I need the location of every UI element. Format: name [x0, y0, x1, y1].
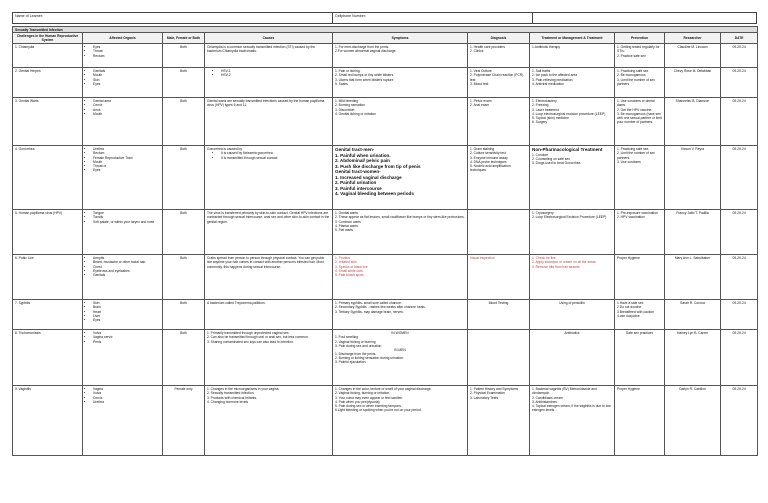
prevention — [615, 386, 665, 456]
treatment — [530, 146, 615, 210]
col-sex: Male, Female or Both — [163, 33, 205, 44]
organ-item: • Armpits — [93, 256, 160, 260]
diagnosis-item: Visual inspection — [470, 256, 495, 261]
organ-list — [85, 387, 160, 403]
prevention-item: 3. Use condoms — [617, 159, 641, 164]
symptoms — [333, 255, 468, 300]
organ-item: • Tonsils — [93, 215, 160, 219]
prevention-item: 2. Practice safe sex — [617, 53, 646, 58]
prevention — [615, 98, 665, 146]
symptom-item: 3. Push like discharge from tip of penis — [335, 163, 421, 169]
treatment-item: 1. Check for lice — [532, 256, 556, 261]
diagnosis — [468, 386, 530, 456]
causes-text: Genital warts are sexually transmitted infections caused by the human papilloma virus (HPV) types 6 and 11. — [207, 99, 325, 108]
treatment-item: 3. Laser treatment — [532, 107, 559, 112]
symptom-item: 5. Pale bluish spots — [335, 272, 364, 277]
organ-item: • Throat or — [93, 164, 160, 168]
sex-value: Both — [163, 68, 205, 98]
prevention-item: 2. HPV vaccination — [617, 215, 645, 220]
treatment-item: Using of penicillin — [559, 301, 585, 306]
table-row — [13, 330, 758, 386]
diagnosis — [468, 330, 530, 386]
organ-item: • Liver — [93, 314, 160, 318]
diagnosis-item: 2. Culture sensitivity test — [470, 151, 506, 156]
sex-value: Both — [163, 255, 205, 300]
table-row — [13, 300, 758, 330]
challenge-name: 1. Chlamydia — [13, 44, 83, 68]
treatment-item: 1. Bacterial vaginitis (BV) Metronidazole and clindamycin. — [532, 387, 597, 396]
organ-list — [85, 256, 160, 277]
treatment — [530, 210, 615, 255]
researcher: Francy Jabb T. Padilla — [665, 210, 721, 255]
causes-text: Crabs spread from person to person through physical contact. You can get pubic lice anytime your hair comes in contact with another person's infested hair. Most commonly, this happens during sexual intercourse. — [207, 256, 325, 269]
organ-item: • Chest — [93, 265, 160, 269]
prevention — [615, 255, 665, 300]
diagnosis — [468, 68, 530, 98]
diagnosis-item: 3. Blood test — [470, 81, 489, 86]
symptoms — [333, 386, 468, 456]
date: 09-20-24 — [721, 44, 758, 68]
diagnosis — [468, 255, 530, 300]
researcher: Chevy Rose M. Delabban — [665, 68, 721, 98]
symptom-item: 3. Discomfort — [335, 107, 355, 112]
diagnosis-item: 1. Viral Culture — [470, 69, 492, 74]
treatment-item: 2. Freezing — [532, 103, 549, 108]
prevention-item: 2. Limit the number of sex partners. — [617, 151, 655, 160]
diagnosis — [468, 146, 530, 210]
prevention — [615, 210, 665, 255]
organ-item: • Vulva — [93, 391, 160, 395]
challenge-name: 4. Gonorrhea — [13, 146, 83, 210]
symptom-item: 2. Burning or itching sensation during urination. — [335, 355, 404, 360]
organ-item: • Vagina cervix — [93, 335, 160, 339]
affected-organs — [83, 68, 163, 98]
treatment-item: 2. Counseling on safe sex — [532, 156, 570, 161]
symptom-item: 1. Genital warts — [335, 211, 358, 216]
prevention-item: 2. Be monogamous — [617, 73, 646, 78]
cause-item: • It is transmitted through sexual contact — [221, 156, 330, 160]
header-row — [13, 33, 758, 44]
treatment-item: Antibiotics — [564, 331, 580, 336]
diagnosis — [468, 300, 530, 330]
cause-item: 3. Products with chemical irritants. — [207, 395, 258, 400]
researcher: Darlyn R. Cabillon — [665, 386, 721, 456]
symptom-item: 3. Ulcers that form when blisters rupture — [335, 77, 394, 82]
organ-item: • Tongue — [93, 211, 160, 215]
col-researcher: Researcher — [665, 33, 721, 44]
blank-cell — [533, 13, 537, 23]
organ-item: • Eyes — [93, 318, 160, 322]
col-challenges: Challenges in the Human Reproductive System — [13, 33, 83, 44]
prevention — [615, 44, 665, 68]
treatment-item: 3. Remove nits from hair strands — [532, 264, 580, 269]
diagnosis — [468, 44, 530, 68]
prevention-item: 4.use doxycline — [617, 313, 640, 318]
cause-item: • HSV-2 — [221, 73, 330, 77]
treatment — [530, 386, 615, 456]
sex-value: Female only — [163, 386, 205, 456]
symptom-item: 1. Painful when urination. — [335, 152, 391, 158]
organ-item: • Genitals — [93, 273, 160, 277]
causes — [205, 44, 333, 68]
symptom-item: 3. Specks of black lice — [335, 264, 368, 269]
diagnosis — [468, 210, 530, 255]
treatment-item: 6. Surgery — [532, 119, 548, 124]
symptom-item: 1. For men-discharge from the penis. — [335, 45, 390, 50]
symptom-item: 4. Small white dots — [335, 268, 363, 273]
name-of-learner-field[interactable]: Name of Learner: — [13, 13, 333, 23]
symptom-item: 1. Increased vaginal discharge — [335, 174, 402, 180]
diagnosis-item: 2. Polymerase Chain reaction (PCR) test — [470, 73, 524, 82]
affected-organs — [83, 44, 163, 68]
col-date: DATE — [721, 33, 758, 44]
prevention-item: 2.Do not douche — [617, 305, 642, 310]
causes — [205, 386, 333, 456]
diagnosis-item: 1. Health care providers — [470, 45, 506, 50]
symptom-item: 1. Discharge from the penis. — [335, 351, 377, 356]
symptom-item: 2. Abdominal/ pelvic pain — [335, 158, 390, 164]
symptom-item: 5. Flat warts — [335, 227, 353, 232]
treatment — [530, 255, 615, 300]
challenge-name: 2. Genital Herpes — [13, 68, 83, 98]
symptom-item: 1. Changes in the color, texture or smell of your vaginal discharge. — [335, 387, 432, 392]
causes-text: A bacterium called Treponema pallidum. — [207, 301, 266, 306]
table-row — [13, 44, 758, 68]
organ-item: • Vulva — [93, 331, 160, 335]
organ-item: • Genitals — [93, 69, 160, 73]
symptom-item: 5. Scabs — [335, 81, 348, 86]
symptom-item: 1. Primary syphilis- small sore called chancre. — [335, 301, 402, 306]
organ-list — [85, 211, 160, 223]
date: 09-20-24 — [721, 98, 758, 146]
symptom-heading: Genital tract-men- — [335, 147, 375, 153]
treatment-item: 1. Cryosurgery — [532, 211, 554, 216]
symptom-item: 4. Plantar warts — [335, 223, 358, 228]
prevention-item: Safe sex practices — [626, 331, 653, 336]
table-row — [13, 255, 758, 300]
treatment-item: 5. Topical (skin) medicine — [532, 115, 569, 120]
diagnosis-item: 1. Pelvic exam — [470, 99, 492, 104]
treatment-item: 2. Apply shampoo or cream on all the areas. — [532, 260, 597, 265]
organ-item: • Mouth — [93, 112, 160, 116]
affected-organs — [83, 330, 163, 386]
sex-value: Both — [163, 98, 205, 146]
col-diagnosis: Diagnosis — [468, 33, 530, 44]
organ-item: • Soft palate, or within your larynx and nose — [93, 220, 160, 224]
causes-intro: Gonorrhea is caused by — [207, 147, 243, 152]
date: 09-20-24 — [721, 210, 758, 255]
cause-item: 1. Changes in the microorganisms in your vagina. — [207, 387, 280, 392]
challenge-name: 7. Syphilis — [13, 300, 83, 330]
sti-table — [12, 26, 758, 456]
organ-item: • Beard, mustache or other facial hair. — [93, 260, 160, 264]
sex-value: Both — [163, 44, 205, 68]
treatment-item: 4. Antiviral medication — [532, 81, 565, 86]
col-symptoms: Symptoms — [333, 33, 468, 44]
organ-item: • Female Reproductive Tract — [93, 156, 160, 160]
symptoms — [333, 146, 468, 210]
organ-list — [85, 45, 160, 57]
date: 09-20-24 — [721, 330, 758, 386]
organ-item: • Mouth — [93, 73, 160, 77]
diagnosis-item: 3. Enzyme immune assay — [470, 155, 508, 160]
affected-organs — [83, 146, 163, 210]
symptoms — [333, 44, 468, 68]
treatment — [530, 330, 615, 386]
cause-item: 2. Can also be transmitted through oral or anal sex, but less common. — [207, 335, 309, 340]
table-row — [13, 386, 758, 456]
symptom-item: 3. Pain during sex and urination — [335, 343, 382, 348]
treatment-item: 3. Drugs used to treat Gonorrhea — [532, 161, 581, 166]
diagnosis-item: 4. DNA probe techniques — [470, 159, 507, 164]
prevention — [615, 68, 665, 98]
treatment — [530, 300, 615, 330]
col-treatment: Treatment or Management & Treatment — [530, 33, 615, 44]
treatment-item: 4. Topical estrogen cream, if the vaginitis is due to low estrogen levels. — [532, 403, 611, 412]
prevention — [615, 146, 665, 210]
symptom-item: 2. Vaginal itching or burning — [335, 339, 376, 344]
cause-item: 1. Primarily transmitted through unprotected vaginal sex. — [207, 331, 290, 336]
treatment — [530, 98, 615, 146]
challenge-name: 8. Trichomoniasis — [13, 330, 83, 386]
symptom-item: 3. Painful ejaculation. — [335, 360, 367, 365]
organ-item: • Rectum — [93, 151, 160, 155]
table-row — [13, 146, 758, 210]
organ-list — [85, 331, 160, 343]
treatment-item: 1. Salt baths — [532, 69, 551, 74]
symptom-item: 5. Pain during sex or when inserting tampons. — [335, 403, 402, 408]
cause-item: • It is caused by Neisseria gonorrhea — [221, 151, 330, 155]
symptom-item: 2. Painful urination — [335, 180, 377, 186]
treatment-item: 3. Antihistamines — [532, 399, 557, 404]
causes — [205, 68, 333, 98]
diagnosis-item: 2. Clinics — [470, 49, 484, 54]
table-body — [13, 44, 758, 456]
section-title: Sexually Transmitted Infection — [13, 27, 758, 33]
organ-item: • Penis — [93, 340, 160, 344]
prevention-item: 1.Have a safe sex — [617, 301, 644, 306]
symptoms — [333, 68, 468, 98]
symptom-item: 4. Genital itching or irritation — [335, 111, 377, 116]
cellphone-number-field[interactable]: Cellphone Number: — [333, 13, 533, 23]
date: 09-20-24 — [721, 300, 758, 330]
symptom-item: 1. Mild bleeding — [335, 99, 359, 104]
causes-list — [207, 151, 330, 159]
table-row — [13, 210, 758, 255]
learner-info-row — [12, 12, 757, 24]
treatment-heading: Non-Pharmacological Treatment — [532, 147, 603, 153]
causes — [205, 330, 333, 386]
treatment-item: 2. Candidiasis cream — [532, 395, 563, 400]
prevention-item: 3. Be monogamous (have sex with one sexual partner or limit your number of partners. — [617, 111, 662, 124]
organ-item: • Eyes — [93, 82, 160, 86]
organ-item: • Eyes — [93, 168, 160, 172]
col-prevention: Prevention — [615, 33, 665, 44]
treatment-item: 2. Loop Electrosurgical Excision Procedure (LEEP) — [532, 215, 607, 220]
causes-text: The virus is transferred primarily by skin-to-skin contact. Genital HPV infections are contracted through sexual intercourse, anal sex and other skin-to-skin contact in the genital region. — [207, 211, 330, 224]
symptom-item: 1. Foul smelling — [335, 335, 359, 340]
sex-value: Both — [163, 210, 205, 255]
researcher: Claudine M. Lincaon — [665, 44, 721, 68]
prevention-item: 1. Getting tested regularly for STIs. — [617, 45, 660, 54]
organ-item: • Cervix — [93, 103, 160, 107]
treatment-item: 1.Antibiotic therapy — [532, 45, 561, 50]
organ-list — [85, 99, 160, 115]
prevention — [615, 300, 665, 330]
symptom-heading: Genital tract-women- — [335, 169, 381, 175]
symptoms — [333, 330, 468, 386]
symptom-item: 2. Irritated skin — [335, 260, 357, 265]
col-causes: Causes — [205, 33, 333, 44]
diagnosis-item: 1. Patient History and Symptoms — [470, 387, 519, 392]
organ-item: • Brain — [93, 305, 160, 309]
symptom-item: 4. Pain when you pee(dysuria). — [335, 399, 381, 404]
researcher: Shanneleu B. Diamzon — [665, 98, 721, 146]
diagnosis-item: 3. Laboratory Tests — [470, 395, 498, 400]
symptom-item: 1. Pruritus — [335, 256, 351, 261]
causes-text: Chlamydia is a common sexually transmitted infection (STI) caused by the bacterium Chlamydia trachomatis. — [207, 45, 316, 54]
treatment-item: 1. Condom — [532, 152, 549, 157]
sex-value: Both — [163, 300, 205, 330]
date: 09-20-24 — [721, 68, 758, 98]
affected-organs — [83, 255, 163, 300]
diagnosis-item: 2. Physical Examination — [470, 391, 506, 396]
symptom-item: 3. Your vulva may even appear or feel swollen. — [335, 395, 404, 400]
affected-organs — [83, 386, 163, 456]
causes — [205, 255, 333, 300]
diagnosis-item: 5. Nucleic acid amplification techniques — [470, 163, 511, 172]
cause-item: 4. Changing hormone levels — [207, 399, 249, 404]
organ-item: • Mouth — [93, 160, 160, 164]
symptom-item: 2. Burning sensation — [335, 103, 366, 108]
organ-item: • Anus — [93, 108, 160, 112]
symptom-item: 2.For women abnormal vaginal discharge. — [335, 49, 397, 54]
symptom-group-label: IN WOMEN — [391, 331, 409, 336]
symptom-item: 1. Pain or itching. — [335, 69, 361, 74]
organ-item: • Throat — [93, 49, 160, 53]
challenge-name: 9. Vaginitis — [13, 386, 83, 456]
researcher: Vicson V. Reyra — [665, 146, 721, 210]
affected-organs — [83, 98, 163, 146]
treatment-item: 4. Loop electrosurgical excision procedure (LEEP) — [532, 111, 606, 116]
prevention-item: Proper Hygiene — [617, 256, 640, 261]
sex-value: Both — [163, 330, 205, 386]
treatment-item: 1. Electrocautery — [532, 99, 557, 104]
prevention-item: 1. Pre-exposure vaccination — [617, 211, 658, 216]
cause-item: 3. Sharing contaminated sex toys can also lead to infection. — [207, 339, 294, 344]
causes — [205, 98, 333, 146]
causes — [205, 146, 333, 210]
table-row — [13, 98, 758, 146]
prevention-item: 1. Use condoms or dental dams. — [617, 99, 655, 108]
cause-item: 2. Sexually transmitted infection. — [207, 391, 255, 396]
causes-list — [207, 69, 330, 77]
organ-item: • Rectum — [93, 54, 160, 58]
symptoms — [333, 300, 468, 330]
symptom-item: 6.Light bleeding or spotting when you're not on your period. — [335, 407, 422, 412]
symptom-item: 2. Small red bumps or tiny white blisters — [335, 73, 394, 78]
organ-item: • Skin — [93, 78, 160, 82]
table-row — [13, 68, 758, 98]
sex-value: Both — [163, 146, 205, 210]
organ-item: • Heart — [93, 310, 160, 314]
treatment-item: 3. Pain-relieving medication — [532, 77, 573, 82]
date: 09-20-24 — [721, 386, 758, 456]
researcher: Hainey Lyn B. Canen — [665, 330, 721, 386]
diagnosis — [468, 98, 530, 146]
date: 09-20-24 — [721, 146, 758, 210]
diagnosis-item: 2. Anal exam — [470, 103, 490, 108]
organ-item: • Skin — [93, 301, 160, 305]
affected-organs — [83, 300, 163, 330]
cause-item: • HSV-1 — [221, 69, 330, 73]
symptom-item: 4. Vaginal bleeding between periods — [335, 191, 414, 197]
organ-item: • Cervix — [93, 396, 160, 400]
col-affected-organs: Affected Organ/s — [83, 33, 163, 44]
organ-item: • Vagina — [93, 387, 160, 391]
challenge-name: 5. Human papilloma virus (HPV) — [13, 210, 83, 255]
organ-item: • Eyes — [93, 45, 160, 49]
prevention-item: 3. Limit the number of sex partners — [617, 77, 655, 86]
symptom-item: 3. Painful intercourse — [335, 185, 382, 191]
diagnosis-item: Blood Testing — [488, 301, 509, 306]
organ-item: • Urethra — [93, 400, 160, 404]
symptom-item: 2. Secondary Syphilis - rashes few weeks after chancre heals. — [335, 305, 426, 310]
organ-item: • Genital area — [93, 99, 160, 103]
organ-item: • Eyebrows and eyelashes — [93, 269, 160, 273]
symptom-item: 2. Vaginal itching, burning or irritation. — [335, 391, 391, 396]
date: 09-20-24 — [721, 255, 758, 300]
symptom-item: 2. These appear as flat lesions, small cauliflower like bumps or tiny stem-like protrusions. — [335, 215, 465, 220]
prevention-item: 3.Breastfeed with caution — [617, 309, 655, 314]
treatment — [530, 44, 615, 68]
diagnosis-item: 1. Gram staining — [470, 147, 495, 152]
symptoms — [333, 210, 468, 255]
challenge-name: 6. Pubic Lice — [13, 255, 83, 300]
prevention-item: 2. Get the HPV vaccine. — [617, 107, 653, 112]
treatment-item: 2. Ice pack to the affected area — [532, 73, 578, 78]
symptom-group-label: IN MEN — [394, 347, 406, 352]
researcher: Sarah R. Corona — [665, 300, 721, 330]
organ-list — [85, 69, 160, 85]
affected-organs — [83, 210, 163, 255]
organ-list — [85, 301, 160, 322]
treatment — [530, 68, 615, 98]
symptoms — [333, 98, 468, 146]
prevention-item: 1. Practicing safe sex. — [617, 147, 650, 152]
causes — [205, 300, 333, 330]
causes — [205, 210, 333, 255]
prevention-item: 1. Practicing safe sex — [617, 69, 649, 74]
organ-list — [85, 147, 160, 172]
organ-item: • Urethra — [93, 147, 160, 151]
prevention — [615, 330, 665, 386]
symptom-item: 3. Tertiary Syphilis- may damage brain, nerves. — [335, 309, 404, 314]
prevention-item: Proper Hygiene — [617, 387, 640, 392]
symptom-item: 3. Common warts — [335, 219, 361, 224]
researcher: Mary Ann L. Sabulbaber — [665, 255, 721, 300]
challenge-name: 3. Genital Warts — [13, 98, 83, 146]
